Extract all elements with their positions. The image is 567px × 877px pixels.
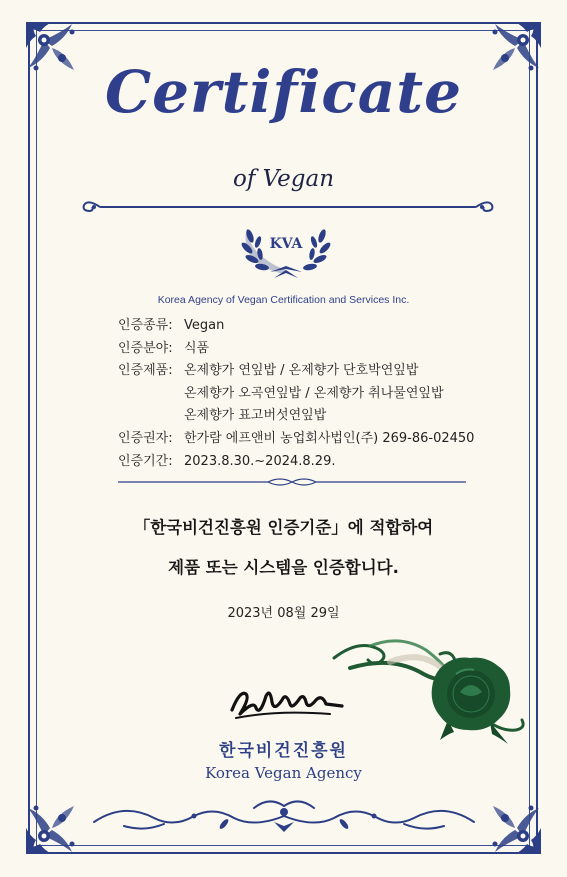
corner-ornament-icon xyxy=(487,800,545,858)
detail-row xyxy=(118,338,474,361)
detail-label: 인증기간: xyxy=(118,453,173,469)
certification-statement-line1: 「한국비건진흥원 인증기준」에 적합하여 xyxy=(133,518,434,537)
detail-row xyxy=(118,383,474,406)
detail-label: 인증종류: xyxy=(118,318,173,333)
diamond-divider-icon xyxy=(118,475,466,489)
issuer-korean-name: 한국비건진흥원 xyxy=(219,741,348,761)
detail-value: 온제향가 표고버섯연잎밥 xyxy=(184,408,327,424)
kva-laurel-emblem xyxy=(234,222,338,280)
issue-date: 2023년 08월 29일 xyxy=(227,606,340,621)
detail-label: 인증권자: xyxy=(118,430,173,446)
detail-row xyxy=(118,451,474,474)
issuer-english-name: Korea Vegan Agency xyxy=(205,764,362,782)
detail-value: 온제향가 오곡연잎밥 / 온제향가 취나물연잎밥 xyxy=(184,385,444,401)
detail-label xyxy=(118,383,184,406)
emblem-text: KVA xyxy=(269,236,303,252)
agency-english-name: Korea Agency of Vegan Certification and Services Inc. xyxy=(157,294,410,306)
certificate-subtitle: of Vegan xyxy=(232,166,335,192)
detail-label xyxy=(118,405,184,428)
detail-row xyxy=(118,315,474,338)
detail-row xyxy=(118,428,474,451)
corner-ornament-icon xyxy=(22,800,80,858)
detail-row xyxy=(118,405,474,428)
bottom-flourish-icon xyxy=(84,792,484,836)
signature-icon xyxy=(226,680,346,726)
detail-value: 2023.8.30.~2024.8.29. xyxy=(184,453,336,469)
scroll-divider-icon xyxy=(78,197,498,217)
detail-value: 식품 xyxy=(184,340,210,356)
detail-value: Vegan xyxy=(184,318,225,333)
detail-label: 인증분야: xyxy=(118,340,173,356)
detail-row xyxy=(118,360,474,383)
certificate-title: Certificate xyxy=(104,58,463,126)
wax-seal-icon xyxy=(330,628,530,750)
detail-label: 인증제품: xyxy=(118,363,173,379)
detail-value: 한가람 에프앤비 농업회사법인(주) 269-86-02450 xyxy=(184,430,475,446)
detail-value: 온제향가 연잎밥 / 온제향가 단호박연잎밥 xyxy=(184,363,419,379)
certification-statement-line2: 제품 또는 시스템을 인증합니다. xyxy=(168,558,399,577)
certificate-details xyxy=(118,315,474,473)
